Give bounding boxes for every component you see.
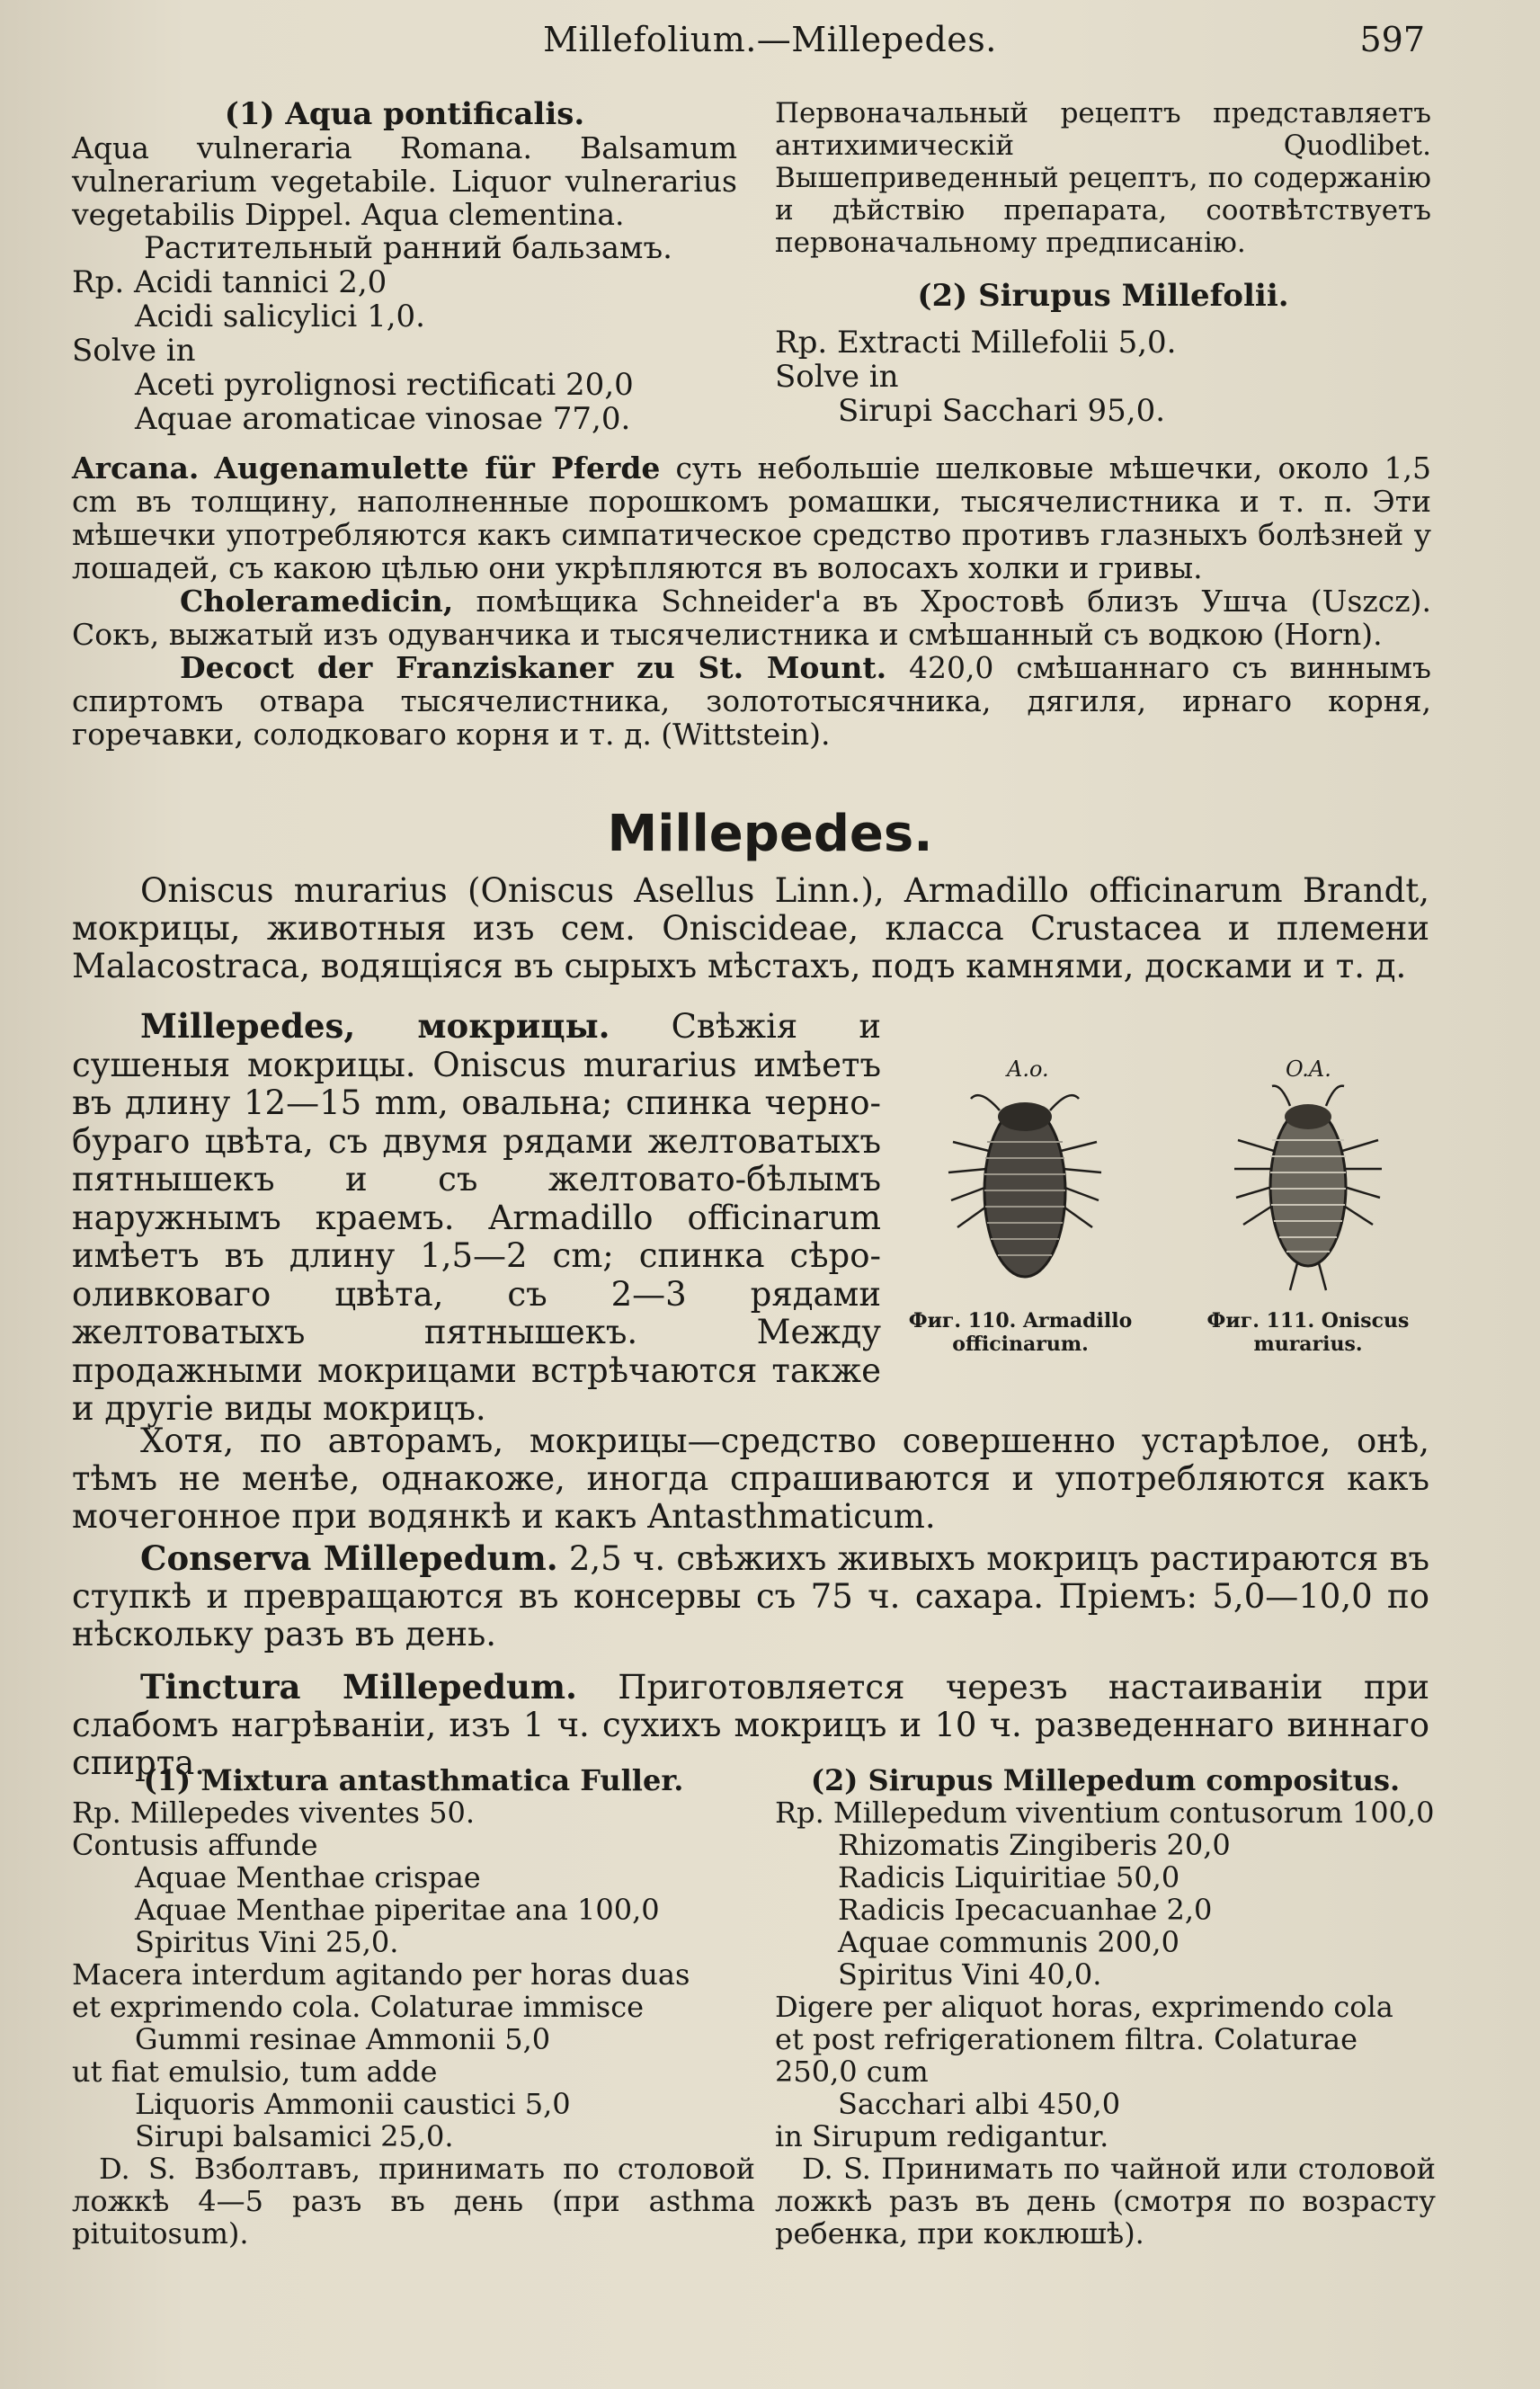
recipe-line: Radicis Liquiritiae 50,0 <box>838 1860 1180 1894</box>
figure-110 <box>935 1056 1115 1304</box>
figure-110-label: A.o. <box>1007 1056 1049 1082</box>
woodlouse-icon <box>1218 1079 1398 1304</box>
recipe-line: Rhizomatis Zingiberis 20,0 <box>838 1828 1231 1862</box>
section-title: Millepedes. <box>607 805 933 863</box>
recipe-line: Digere per aliquot horas, exprimendo cola <box>775 1990 1393 2024</box>
arcana-term: Augenamulette für Pferde <box>214 450 661 486</box>
recipe-line: Rp. Millepedes viventes 50. <box>72 1796 475 1830</box>
arcana-label: Arcana. <box>72 450 200 486</box>
recipe-line: Solve in <box>775 359 899 395</box>
sirupus-dosage: D. S. Принимать по чайной или столовой ложкѣ разъ въ день (смотря по возрасту ребенка, при коклюшѣ). <box>775 2152 1436 2251</box>
recipe-line: in Sirupum redigantur. <box>775 2119 1109 2153</box>
description-paragraph <box>72 1007 881 1429</box>
recipe-line: Aquae Menthae piperitae ana 100,0 <box>135 1893 660 1927</box>
recipe-line: Acidi salicylici 1,0. <box>135 299 425 334</box>
mixtura-title: (1) Mixtura antasthmatica Fuller. <box>143 1763 684 1797</box>
arcana-text: суть небольшіе шелковые мѣшечки, около 1,5 cm въ толщину, наполненные порошкомъ ромашки, тысячелистника и т. п. Эти мѣшечки употребляются какъ симпатическое средство противъ глазныхъ болѣзней у лошадей, съ какою цѣлью они укрѣпляются въ волосахъ холки и гривы. <box>72 450 1432 585</box>
sirupus-millefolii-title: (2) Sirupus Millefolii. <box>917 278 1289 314</box>
arcana-paragraph-1 <box>72 451 1431 584</box>
arcana-paragraph-3 <box>72 651 1431 751</box>
recipe-line: Solve in <box>72 333 196 369</box>
recipe-line: Sirupi Sacchari 95,0. <box>838 393 1166 429</box>
conserva-paragraph <box>72 1539 1429 1654</box>
note-paragraph: Первоначальный рецептъ представляетъ антихимическій Quodlibet. Вышеприведенный рецептъ, по содержанію и дѣйствію препарата, соотвѣтствуетъ первоначальному предписанію. <box>775 97 1431 259</box>
recipe-line: Rp. Acidi tannici 2,0 <box>72 264 387 300</box>
running-header <box>0 20 1540 59</box>
description-term: Millepedes, мокрицы. <box>140 1006 610 1046</box>
arcana-term: Decoct der Franziskaner zu St. Mount. <box>180 650 887 685</box>
recipe-line: Spiritus Vini 25,0. <box>135 1925 399 1959</box>
figure-111-label: O.A. <box>1286 1056 1331 1082</box>
recipe-line: Aquae Menthae crispae <box>135 1860 481 1894</box>
recipe-line: Contusis affunde <box>72 1828 318 1862</box>
recipe-line: Aquae communis 200,0 <box>838 1925 1179 1959</box>
sirupus-millepedum-title: (2) Sirupus Millepedum compositus. <box>810 1763 1401 1797</box>
recipe-line: Sirupi balsamici 25,0. <box>135 2119 454 2153</box>
tinctura-term: Tinctura Millepedum. <box>140 1667 577 1707</box>
arcana-text: 420,0 смѣшаннаго съ виннымъ спиртомъ отвара тысячелистника, золототысячника, дягиля, ирнаго корня, горечавки, солодковаго корня и т. д. (Wittstein). <box>72 650 1432 752</box>
recipe-line: Rp. Extracti Millefolii 5,0. <box>775 325 1177 361</box>
recipe-line: Sacchari albi 450,0 <box>838 2087 1121 2121</box>
conserva-term: Conserva Millepedum. <box>140 1538 558 1578</box>
arcana-paragraph-2 <box>72 584 1431 651</box>
recipe-line: Macera interdum agitando per horas duas <box>72 1957 690 1992</box>
woodlouse-icon <box>935 1079 1115 1304</box>
figure-111 <box>1218 1056 1398 1304</box>
conserva-text: 2,5 ч. свѣжихъ живыхъ мокрицъ растираются въ ступкѣ и превращаются въ консервы съ 75 ч. сахара. Пріемъ: 5,0—10,0 по нѣскольку разъ въ день. <box>72 1539 1429 1654</box>
figure-110-caption: Фиг. 110. Armadillo officinarum. <box>908 1309 1133 1356</box>
intro-paragraph: Oniscus murarius (Oniscus Asellus Linn.), Armadillo officinarum Brandt, мокрицы, животныя изъ сем. Oniscideae, класса Crustacea и племени Malacostraca, водящіяся въ сырыхъ мѣстахъ, подъ камнями, досками и т. д. <box>72 871 1429 985</box>
recipe-line: et post refrigerationem filtra. Colaturae <box>775 2022 1358 2056</box>
arcana-text: помѣщика Schneider'a въ Хростовѣ близъ Ушча (Uszcz). Сокъ, выжатый изъ одуванчика и тысячелистника и смѣшанный съ водкою (Horn). <box>72 584 1432 652</box>
running-title: Millefolium.—Millepedes. <box>543 20 997 59</box>
right-top-column <box>775 97 1431 428</box>
recipe-line: 250,0 cum <box>775 2055 929 2089</box>
aqua-russian-name: Растительный ранний бальзамъ. <box>144 230 672 266</box>
mixtura-recipe <box>72 1764 755 2250</box>
recipe-line: Aceti pyrolignosi rectificati 20,0 <box>135 367 634 403</box>
aqua-title: (1) Aqua pontificalis. <box>224 96 585 132</box>
mixtura-dosage: D. S. Взболтавъ, принимать по столовой ложкѣ 4—5 разъ въ день (при asthma pituitosum). <box>72 2152 755 2251</box>
recipe-line: Gummi resinae Ammonii 5,0 <box>135 2022 551 2056</box>
recipe-line: Liquoris Ammonii caustici 5,0 <box>135 2087 571 2121</box>
description-text: Свѣжія и сушеныя мокрицы. Oniscus murarius имѣетъ въ длину 12—15 mm, овальна; спинка черно-бураго цвѣта, съ двумя рядами желтоватыхъ пятнышекъ и съ желтовато-бѣлымъ наружнымъ краемъ. Armadillo officinarum имѣетъ въ длину 1,5—2 cm; спинка сѣро-оливковаго цвѣта, съ 2—3 рядами желтоватыхъ пятнышекъ. Между продажными мокрицами встрѣчаются также и другіе виды мокрицъ. <box>72 1007 881 1428</box>
usage-paragraph: Хотя, по авторамъ, мокрицы—средство совершенно устарѣлое, онѣ, тѣмъ не менѣе, однакоже, иногда спрашиваются и употребляются какъ мочегонное при водянкѣ и какъ Antasthmaticum. <box>72 1422 1429 1536</box>
recipe-line: ut fiat emulsio, tum adde <box>72 2055 438 2089</box>
recipe-line: Spiritus Vini 40,0. <box>838 1957 1102 1992</box>
recipe-line: Aquae aromaticae vinosae 77,0. <box>135 401 631 437</box>
recipe-line: Rp. Millepedum viventium contusorum 100,0 <box>775 1796 1435 1830</box>
tinctura-text: Приготовляется черезъ настаиваніи при слабомъ нагрѣваніи, изъ 1 ч. сухихъ мокрицъ и 10 ч. разведеннаго виннаго спирта. <box>72 1668 1429 1782</box>
sirupus-millepedum-recipe <box>775 1764 1436 2250</box>
arcana-block <box>72 451 1431 751</box>
page-number: 597 <box>1359 20 1425 59</box>
recipe-line: et exprimendo cola. Colaturae immisce <box>72 1990 645 2024</box>
aqua-pontificalis-recipe <box>72 97 737 436</box>
figure-111-caption: Фиг. 111. Oniscus murarius. <box>1206 1309 1410 1356</box>
arcana-term: Choleramedicin, <box>180 584 454 619</box>
recipe-line: Radicis Ipecacuanhae 2,0 <box>838 1893 1213 1927</box>
aqua-synonyms: Aqua vulneraria Romana. Balsamum vulnerarium vegetabile. Liquor vulnerarius vegetabilis Dippel. Aqua clementina. <box>72 130 737 232</box>
